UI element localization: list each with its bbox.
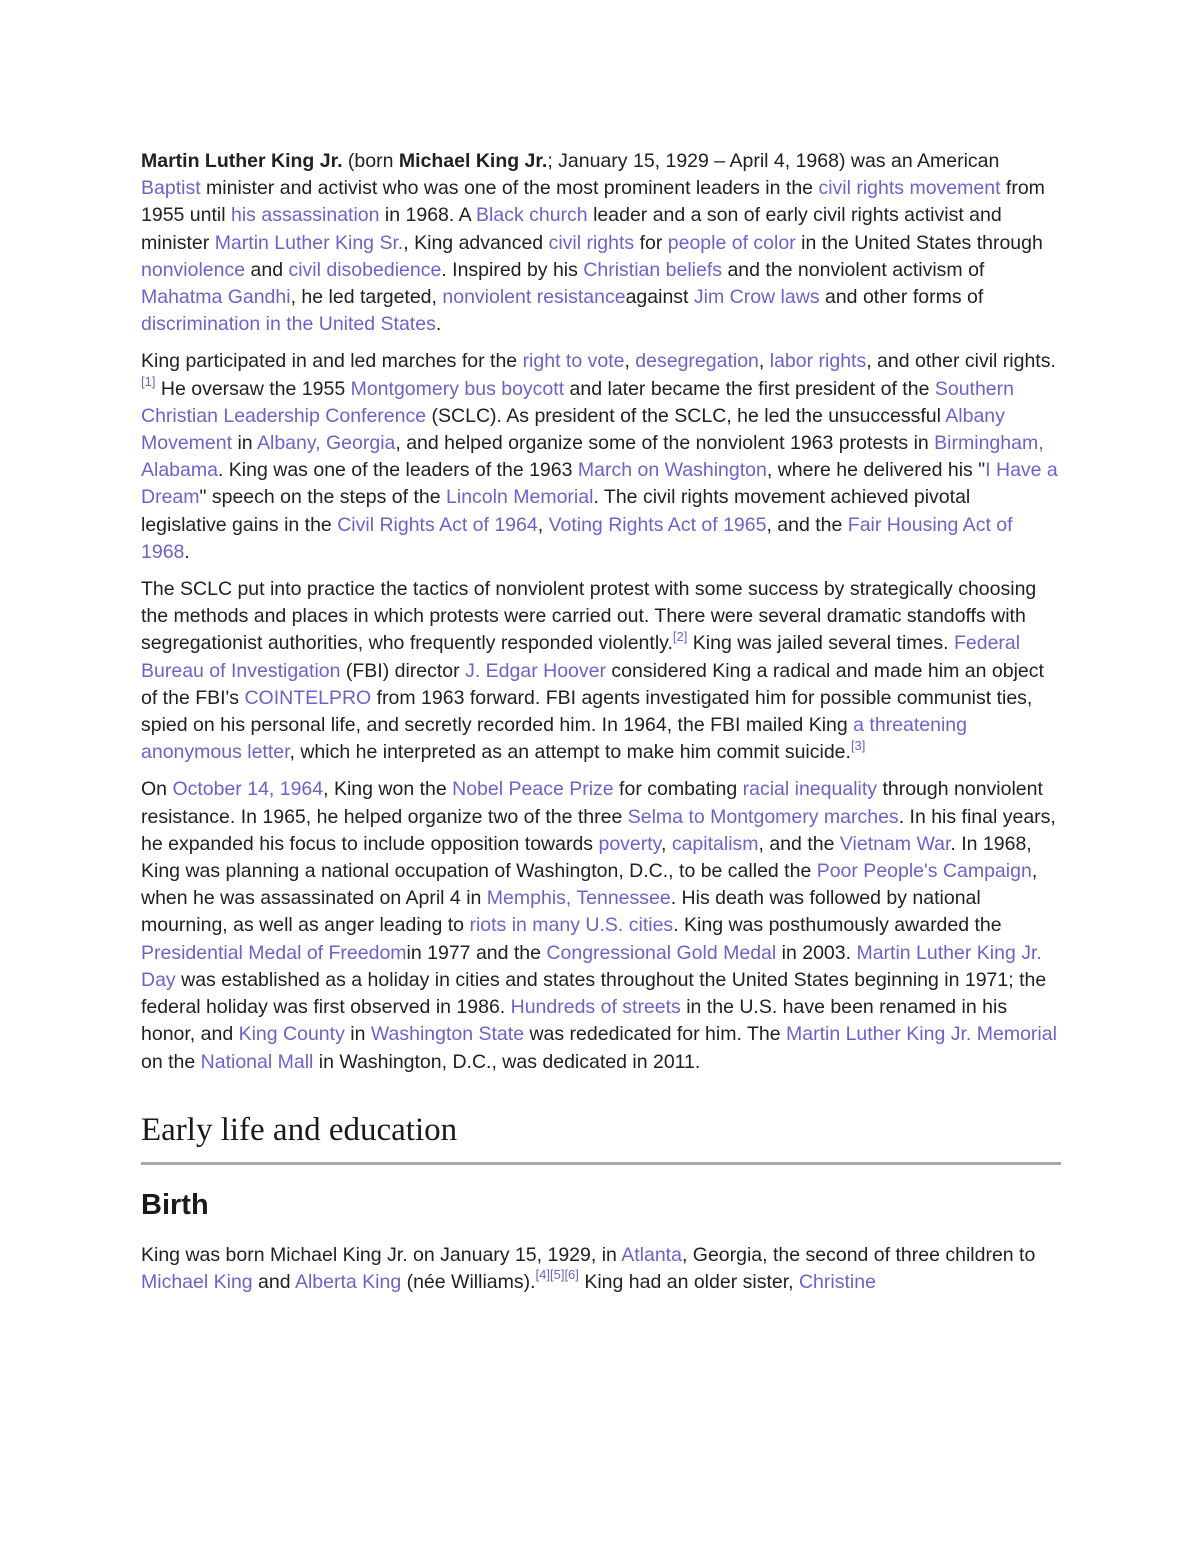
link-martin-luther-king-sr[interactable]: Martin Luther King Sr. bbox=[214, 231, 404, 254]
text-run: leader and a son of early civil rights activist and minister bbox=[141, 204, 1002, 254]
text-run: in the U.S. have been renamed in his honor, and bbox=[141, 996, 1008, 1046]
link-baptist[interactable]: Baptist bbox=[141, 177, 201, 200]
text-run: was established as a holiday in cities and states throughout the United States beginning in 1971; the federal holiday was first observed in 1986. bbox=[141, 968, 1047, 1019]
link-desegregation[interactable]: desegregation bbox=[635, 350, 759, 373]
text-run: ; January 15, 1929 – April 4, 1968) was an American bbox=[547, 150, 1000, 172]
text-run: in 1977 and the bbox=[406, 941, 547, 964]
text-run: , bbox=[660, 832, 672, 855]
link-jim-crow-laws[interactable]: Jim Crow laws bbox=[693, 286, 820, 309]
link-nonviolence[interactable]: nonviolence bbox=[141, 258, 246, 281]
text-run: , when he was assassinated on April 4 in bbox=[141, 860, 1038, 910]
link-southern-christian-leadership-conference[interactable]: Southern Christian Leadership Conference bbox=[141, 377, 1014, 427]
text-run: in 2003. bbox=[776, 941, 857, 964]
link-i-have-a-dream[interactable]: I Have a Dream bbox=[141, 459, 1058, 509]
link-memphis-tennessee[interactable]: Memphis, Tennessee bbox=[486, 887, 671, 910]
link-voting-rights-act-of-1965[interactable]: Voting Rights Act of 1965 bbox=[548, 513, 767, 536]
link-poverty[interactable]: poverty bbox=[598, 832, 661, 855]
text-run: and the nonviolent activism of bbox=[722, 258, 985, 281]
link-birmingham-alabama[interactable]: Birmingham, Alabama bbox=[141, 432, 1044, 482]
text-run: in bbox=[344, 1023, 371, 1046]
text-run: . bbox=[435, 313, 442, 336]
link-racial-inequality[interactable]: racial inequality bbox=[742, 778, 878, 801]
link-march-on-washington[interactable]: March on Washington bbox=[577, 459, 767, 482]
birth-paragraph bbox=[141, 1242, 1061, 1296]
link-capitalism[interactable]: capitalism bbox=[671, 832, 759, 855]
link-fair-housing-act-of-1968[interactable]: Fair Housing Act of 1968 bbox=[141, 513, 1013, 563]
citation-ref[interactable]: [3] bbox=[850, 737, 866, 753]
subsection-heading: Birth bbox=[141, 1188, 209, 1221]
text-run: " speech on the steps of the bbox=[199, 486, 447, 509]
link-christian-beliefs[interactable]: Christian beliefs bbox=[583, 258, 723, 281]
text-run: , where he delivered his " bbox=[766, 459, 986, 482]
text-run: , bbox=[537, 513, 549, 536]
text-run: . In 1968, King was planning a national occupation of Washington, D.C., to be called the bbox=[141, 832, 1032, 883]
citation-ref[interactable]: [4][5][6] bbox=[535, 1267, 579, 1283]
text-run: from 1963 forward. FBI agents investigated him for possible communist ties, spied on his personal life, and secretly recorded him. In 1964, the FBI mailed King bbox=[141, 686, 1033, 737]
link-montgomery-bus-boycott[interactable]: Montgomery bus boycott bbox=[350, 377, 565, 400]
sclc-paragraph bbox=[141, 576, 1061, 766]
text-run: for bbox=[634, 231, 668, 254]
text-run: . In his final years, he expanded his focus to include opposition towards bbox=[141, 805, 1056, 855]
link-civil-rights-act-of-1964[interactable]: Civil Rights Act of 1964 bbox=[337, 513, 538, 536]
text-run: on the bbox=[141, 1050, 201, 1073]
text-run: , and helped organize some of the nonviolent 1963 protests in bbox=[395, 432, 935, 455]
link-michael-king[interactable]: Michael King bbox=[141, 1270, 253, 1293]
citation-ref[interactable]: [1] bbox=[141, 374, 156, 390]
document-page bbox=[141, 148, 1061, 1306]
bold-name: Martin Luther King Jr. bbox=[141, 150, 343, 172]
link-right-to-vote[interactable]: right to vote bbox=[522, 350, 625, 373]
text-run: (née Williams). bbox=[401, 1270, 536, 1293]
link-a-threatening-anonymous-letter[interactable]: a threatening anonymous letter bbox=[141, 714, 967, 764]
text-run: minister and activist who was one of the most prominent leaders in the bbox=[200, 177, 819, 200]
link-presidential-medal-of-freedom[interactable]: Presidential Medal of Freedom bbox=[141, 941, 407, 964]
text-run: . Inspired by his bbox=[441, 258, 584, 281]
text-run: through nonviolent resistance. In 1965, he helped organize two of the three bbox=[141, 778, 1043, 828]
link-cointelpro[interactable]: COINTELPRO bbox=[244, 686, 372, 709]
text-run: , Georgia, the second of three children to bbox=[681, 1243, 1036, 1266]
link-washington-state[interactable]: Washington State bbox=[370, 1023, 525, 1046]
text-run: King was born Michael King Jr. on January 15, 1929, in bbox=[141, 1243, 622, 1266]
text-run: and bbox=[252, 1270, 295, 1293]
text-run: , and other civil rights. bbox=[866, 350, 1056, 373]
text-run: . King was one of the leaders of the 1963 bbox=[217, 459, 578, 482]
link-j-edgar-hoover[interactable]: J. Edgar Hoover bbox=[465, 659, 606, 682]
link-riots-in-many-u-s-cities[interactable]: riots in many U.S. cities bbox=[469, 914, 674, 937]
text-run: , and the bbox=[758, 832, 840, 855]
link-martin-luther-king-jr-memorial[interactable]: Martin Luther King Jr. Memorial bbox=[785, 1023, 1057, 1046]
text-run: King participated in and led marches for the bbox=[141, 350, 523, 373]
link-civil-disobedience[interactable]: civil disobedience bbox=[288, 258, 442, 281]
text-run: (SCLC). As president of the SCLC, he led the unsuccessful bbox=[426, 404, 946, 427]
text-run: . King was posthumously awarded the bbox=[673, 914, 1002, 937]
text-run: , and the bbox=[766, 513, 848, 536]
text-run: in the United States through bbox=[795, 231, 1043, 254]
link-civil-rights[interactable]: civil rights bbox=[548, 231, 635, 254]
link-atlanta[interactable]: Atlanta bbox=[621, 1243, 682, 1266]
text-run: was rededicated for him. The bbox=[524, 1023, 786, 1046]
link-labor-rights[interactable]: labor rights bbox=[769, 350, 867, 373]
link-his-assassination[interactable]: his assassination bbox=[231, 204, 380, 227]
link-civil-rights-movement[interactable]: civil rights movement bbox=[818, 177, 1001, 200]
link-selma-to-montgomery-marches[interactable]: Selma to Montgomery marches bbox=[627, 805, 899, 828]
text-run: King had an older sister, bbox=[578, 1270, 799, 1293]
text-run: , King won the bbox=[323, 778, 453, 801]
link-vietnam-war[interactable]: Vietnam War bbox=[839, 832, 951, 855]
bold-name: Michael King Jr. bbox=[398, 150, 548, 172]
text-run: The SCLC put into practice the tactics of nonviolent protest with some success by strategically choosing the methods and places in which protests were carried out. There were several dramatic standoffs with segregationist authorities, who frequently responded violently. bbox=[141, 578, 1037, 655]
text-run: from 1955 until bbox=[141, 177, 1045, 227]
text-run: against bbox=[625, 286, 694, 309]
link-lincoln-memorial[interactable]: Lincoln Memorial bbox=[446, 486, 594, 509]
text-run: (FBI) director bbox=[340, 659, 466, 682]
link-congressional-gold-medal[interactable]: Congressional Gold Medal bbox=[546, 941, 777, 964]
link-nobel-peace-prize[interactable]: Nobel Peace Prize bbox=[452, 778, 614, 801]
link-king-county[interactable]: King County bbox=[238, 1023, 345, 1046]
intro-paragraph bbox=[141, 148, 1061, 338]
link-people-of-color[interactable]: people of color bbox=[667, 231, 796, 254]
text-run: , which he interpreted as an attempt to make him commit suicide. bbox=[289, 741, 851, 764]
link-martin-luther-king-jr-day[interactable]: Martin Luther King Jr. Day bbox=[141, 941, 1042, 991]
text-run: in bbox=[232, 432, 257, 455]
nobel-paragraph bbox=[141, 776, 1061, 1075]
text-run: in Washington, D.C., was dedicated in 2011. bbox=[313, 1050, 701, 1073]
link-albany-movement[interactable]: Albany Movement bbox=[141, 404, 1005, 455]
text-run: considered King a radical and made him an object of the FBI's bbox=[141, 659, 1044, 709]
text-run: , bbox=[758, 350, 770, 373]
text-run: King was jailed several times. bbox=[687, 632, 954, 655]
link-federal-bureau-of-investigation[interactable]: Federal Bureau of Investigation bbox=[141, 632, 1021, 682]
marches-paragraph bbox=[141, 348, 1061, 566]
link-alberta-king[interactable]: Alberta King bbox=[294, 1270, 402, 1293]
text-run: . The civil rights movement achieved pivotal legislative gains in the bbox=[141, 486, 971, 536]
link-albany-georgia[interactable]: Albany, Georgia bbox=[256, 432, 396, 455]
text-run: and later became the first president of the bbox=[564, 377, 935, 400]
link-october-14-1964[interactable]: October 14, 1964 bbox=[172, 778, 324, 801]
text-run: . His death was followed by national mourning, as well as anger leading to bbox=[141, 887, 981, 937]
text-run: and other forms of bbox=[819, 286, 984, 309]
text-run: He oversaw the 1955 bbox=[155, 377, 351, 400]
section-heading: Early life and education bbox=[141, 1110, 1061, 1165]
text-run: , King advanced bbox=[403, 231, 549, 254]
text-run: (born bbox=[342, 150, 399, 172]
link-discrimination-in-the-united-states[interactable]: discrimination in the United States bbox=[141, 313, 436, 336]
text-run: in 1968. A bbox=[379, 204, 477, 227]
link-black-church[interactable]: Black church bbox=[476, 204, 588, 227]
link-hundreds-of-streets[interactable]: Hundreds of streets bbox=[510, 996, 681, 1019]
link-christine[interactable]: Christine bbox=[798, 1270, 876, 1293]
link-nonviolent-resistance[interactable]: nonviolent resistance bbox=[442, 286, 626, 309]
text-run: and bbox=[245, 258, 289, 281]
text-run: , he led targeted, bbox=[290, 286, 443, 309]
citation-ref[interactable]: [2] bbox=[672, 628, 688, 644]
link-poor-people-s-campaign[interactable]: Poor People's Campaign bbox=[816, 860, 1032, 883]
link-mahatma-gandhi[interactable]: Mahatma Gandhi bbox=[141, 286, 291, 309]
text-run: . bbox=[184, 540, 190, 563]
link-national-mall[interactable]: National Mall bbox=[200, 1050, 314, 1073]
text-run: for combating bbox=[613, 778, 743, 801]
text-run: , bbox=[624, 350, 636, 373]
text-run: On bbox=[141, 778, 173, 801]
